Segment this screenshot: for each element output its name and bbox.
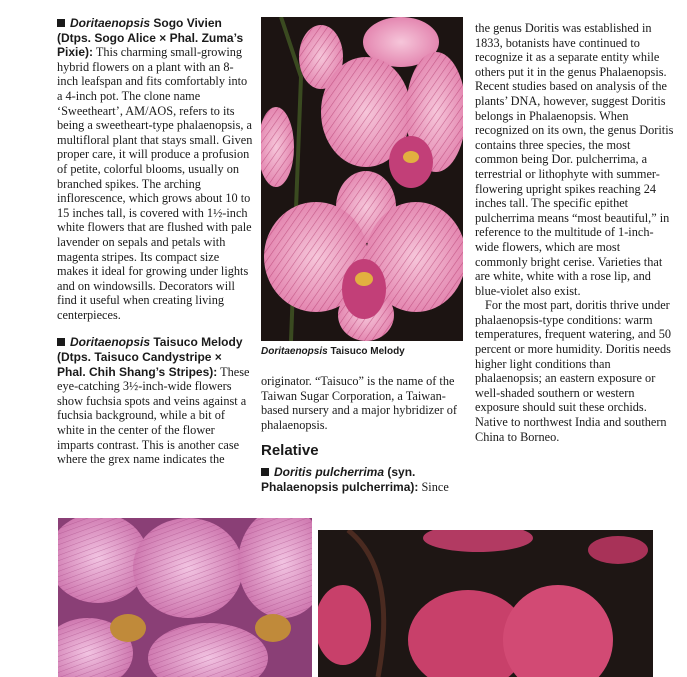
entry-body: These eye-catching 3½-inch-wide flowers show fuchsia spots and veins against a fuchsia background, while a bit of white in the center of the flower imparts contrast. This is another case where the grex name indicates the	[57, 364, 250, 467]
orchid-photo-taisuco-melody	[261, 17, 463, 341]
section-heading-relative: Relative	[261, 442, 319, 460]
bullet-square-icon	[261, 468, 269, 476]
entry-heading: Doritaenopsis Taisuco Melody (Dtps. Taisuco Candystripe × Phal. Chih Shang’s Stripes):	[57, 335, 243, 379]
entry-heading: Doritis pulcherrima (syn. Phalaenopsis pulcherrima):	[261, 464, 419, 494]
orchid-photo-bottom-left	[58, 518, 312, 677]
column-2	[261, 374, 459, 494]
entry-body: This charming small-growing hybrid flowers on a plant with an 8-inch leafspan and fits comfortably into a 4-inch pot. The clone name ‘Sweetheart’, AM/AOS, refers to its being a sweetheart-type phalaenopsis, a multifloral plant that stays small. Given proper care, it will produce a profusion of petite, colorful blooms, usually on branched spikes. The arching inflorescence, which grows about 10 to 15 inches tall, is covered with 1½-inch white flowers that are flushed with pale lavender on sepals and petals with magenta stripes. Its compact size makes it ideal for growing under lights and on windowsills. Decorators will find it useful when creating living centerpieces.	[57, 45, 253, 322]
entry-heading: Doritaenopsis Sogo Vivien (Dtps. Sogo Alice × Phal. Zuma’s Pixie):	[57, 16, 244, 60]
orchid-photo-bottom-right	[318, 530, 653, 677]
entry-taisuco-melody	[57, 335, 253, 466]
column-3	[475, 21, 675, 444]
column-1	[57, 16, 253, 467]
column-3-paragraph-1: the genus Doritis was established in 1833, botanists have continued to recognize it as a separate entity while others put it in the genus Phalaenopsis. Recent studies based on analysis of the plants’ DNA, however, suggest Doritis belongs in Phalaenopsis. When recognized on its own, the genus Doritis contains three species, the most common being Dor. pulcherrima, a terrestrial or lithophyte with summer-flowering upright spikes reaching 24 inches tall. The specific epithet pulcherrima means “most beautiful,” in reference to the multitude of 1-inch-wide flowers, which are most commonly bright cerise. Varieties that are white, white with a rose lip, and blue-violet also exist.	[475, 21, 674, 298]
photo-caption: Doritaenopsis Taisuco Melody	[261, 346, 405, 357]
bullet-square-icon	[57, 19, 65, 27]
column-3-paragraph-2: For the most part, doritis thrive under phalaenopsis-type conditions: warm temperatures, frequent watering, and 50 percent or more humidity. Doritis needs higher light conditions than phalaenopsis; an eastern exposure or well-shaded southern or western exposure should suit these orchids. Native to northwest India and southern China to Borneo.	[475, 298, 671, 444]
entry-sogo-vivien	[57, 16, 253, 322]
entry-doritis-pulcherrima: Doritis pulcherrima (syn. Phalaenopsis pulcherrima): Since	[261, 464, 449, 494]
column-2-body: originator. “Taisuco” is the name of the Taiwan Sugar Corporation, a Taiwan-based nursery and a major hybridizer of phalaenopsis.	[261, 374, 457, 432]
bullet-square-icon	[57, 338, 65, 346]
